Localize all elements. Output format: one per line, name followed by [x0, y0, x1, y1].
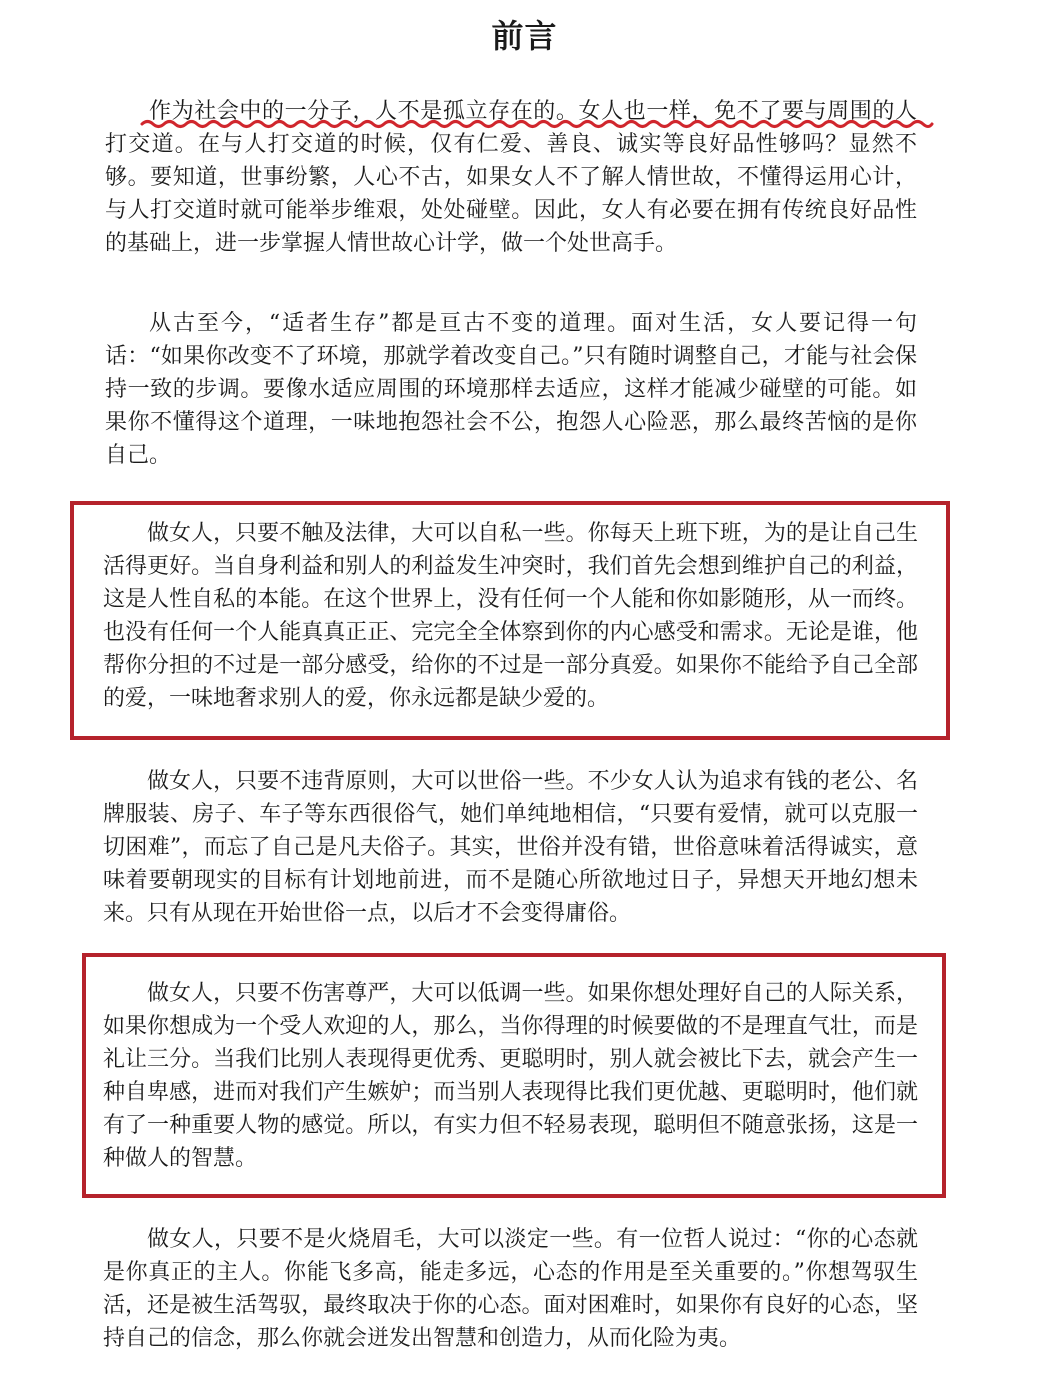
paragraph-6: 做女人，只要不是火烧眉毛，大可以淡定一些。有一位哲人说过：“你的心态就是你真正的主人。你能飞多高，能走多远，心态的作用是至关重要的。”你想驾驭生活，还是被生活驾驭，最终取决于你的心态。面对困难时，如果你有良好的心态，坚持自己的信念，那么你就会迸发出智慧和创造力，从而化险为夷。 [103, 1227, 918, 1351]
paragraph-3: 做女人，只要不触及法律，大可以自私一些。你每天上班下班，为的是让自己生活得更好。当自身利益和别人的利益发生冲突时，我们首先会想到维护自己的利益，这是人性自私的本能。在这个世界上，没有任何一个人能和你如影随形，从一而终。也没有任何一个人能真真正正、完完全全体察到你的内心感受和需求。无论是谁，他帮你分担的不过是一部分感受，给你的不过是一部分真爱。如果你不能给予自己全部的爱，一味地奢求别人的爱，你永远都是缺少爱的。 [103, 521, 918, 711]
paragraph-1: 作为社会中的一分子，人不是孤立存在的。女人也一样，免不了要与周围的人打交道。在与人打交道的时候，仅有仁爱、善良、诚实等良好品性够吗？显然不够。要知道，世事纷繁，人心不古，如果女人不了解人情世故，不懂得运用心计，与人打交道时就可能举步维艰，处处碰壁。因此，女人有必要在拥有传统良好品性的基础上，进一步掌握人情世故心计学，做一个处世高手。 [105, 99, 917, 256]
paragraph-4: 做女人，只要不违背原则，大可以世俗一些。不少女人认为追求有钱的老公、名牌服装、房子、车子等东西很俗气，她们单纯地相信，“只要有爱情，就可以克服一切困难”，而忘了自己是凡夫俗子。其实，世俗并没有错，世俗意味着活得诚实，意味着要朝现实的目标有计划地前进，而不是随心所欲地过日子，异想天开地幻想未来。只有从现在开始世俗一点，以后才不会变得庸俗。 [103, 769, 918, 926]
wavy-underline-annotation [142, 116, 932, 132]
paragraph-2: 从古至今，“适者生存”都是亘古不变的道理。面对生活，女人要记得一句话：“如果你改变不了环境，那就学着改变自己。”只有随时调整自己，才能与社会保持一致的步调。要像水适应周围的环境那样去适应，这样才能减少碰壁的可能。如果你不懂得这个道理，一味地抱怨社会不公，抱怨人心险恶，那么最终苦恼的是你自己。 [105, 311, 917, 468]
paragraph-5: 做女人，只要不伤害尊严，大可以低调一些。如果你想处理好自己的人际关系，如果你想成为一个受人欢迎的人，那么，当你得理的时候要做的不是理直气壮，而是礼让三分。当我们比别人表现得更优秀、更聪明时，别人就会被比下去，就会产生一种自卑感，进而对我们产生嫉妒；而当别人表现得比我们更优越、更聪明时，他们就有了一种重要人物的感觉。所以，有实力但不轻易表现，聪明但不随意张扬，这是一种做人的智慧。 [103, 981, 918, 1171]
page-title: 前言 [491, 17, 558, 55]
